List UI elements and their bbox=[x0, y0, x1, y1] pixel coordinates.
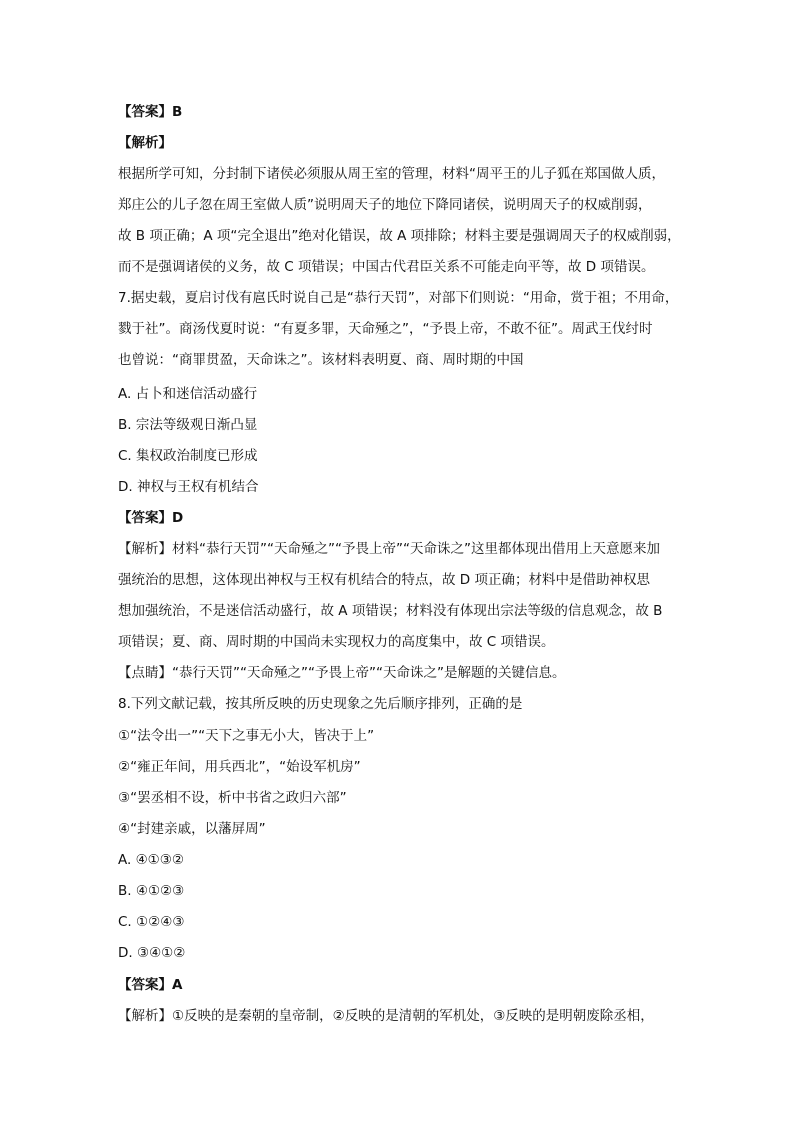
text-line: 而不是强调诸侯的义务，故 C 项错误；中国古代君臣关系不可能走向平等，故 D 项错误。 bbox=[118, 259, 655, 275]
statement-4: ④“封建亲戚，以藩屏周” bbox=[118, 821, 266, 837]
analysis-text: 强统治的思想，这体现出神权与王权有机结合的特点，故 D 项正确；材料中是借助神权思 bbox=[118, 572, 650, 588]
analysis-label: 【解析】 bbox=[118, 135, 172, 151]
answer-label: 【答案】B bbox=[118, 104, 183, 120]
question-7-stem: 也曾说：“商罪贯盈，天命诛之”。该材料表明夏、商、周时期的中国 bbox=[118, 352, 524, 368]
option-d: D. ③④①② bbox=[118, 945, 186, 961]
option-a: A. 占卜和迷信活动盛行 bbox=[118, 386, 258, 402]
analysis-text: 【解析】材料“恭行天罚”“天命殛之”“予畏上帝”“天命诛之”这里都体现出借用上天意愿来加 bbox=[118, 541, 660, 557]
statement-3: ③“罢丞相不设，析中书省之政归六部” bbox=[118, 790, 347, 806]
option-b: B. 宗法等级观日渐凸显 bbox=[118, 417, 258, 433]
option-c: C. ①②④③ bbox=[118, 914, 185, 930]
question-7-stem: 7.据史载，夏启讨伐有扈氏时说自己是“恭行天罚”，对部下们则说：“用命，赏于祖；不用命， bbox=[118, 290, 679, 306]
analysis-text: 【解析】①反映的是秦朝的皇帝制，②反映的是清朝的军机处，③反映的是明朝废除丞相， bbox=[118, 1008, 654, 1024]
option-c: C. 集权政治制度已形成 bbox=[118, 448, 258, 464]
question-8-stem: 8.下列文献记载，按其所反映的历史现象之先后顺序排列，正确的是 bbox=[118, 696, 523, 712]
key-point: 【点睛】“恭行天罚”“天命殛之”“予畏上帝”“天命诛之”是解题的关键信息。 bbox=[118, 665, 566, 681]
option-d: D. 神权与王权有机结合 bbox=[118, 479, 259, 495]
statement-1: ①“法令出一”“天下之事无小大，皆决于上” bbox=[118, 728, 375, 744]
question-7-stem: 戮于社”。商汤伐夏时说：“有夏多罪，天命殛之”，“予畏上帝，不敢不征”。周武王伐纣时 bbox=[118, 321, 653, 337]
option-a: A. ④①③② bbox=[118, 852, 184, 868]
text-line: 郑庄公的儿子忽在周王室做人质”说明周天子的地位下降同诸侯，说明周天子的权威削弱， bbox=[118, 197, 652, 213]
text-line: 根据所学可知，分封制下诸侯必须服从周王室的管理，材料“周平王的儿子狐在郑国做人质， bbox=[118, 166, 665, 182]
analysis-text: 项错误；夏、商、周时期的中国尚未实现权力的高度集中，故 C 项错误。 bbox=[118, 634, 555, 650]
option-b: B. ④①②③ bbox=[118, 883, 185, 899]
answer-label: 【答案】A bbox=[118, 977, 183, 993]
statement-2: ②“雍正年间，用兵西北”，“始设军机房” bbox=[118, 759, 361, 775]
answer-label: 【答案】D bbox=[118, 510, 184, 526]
text-line: 故 B 项正确；A 项“完全退出”绝对化错误，故 A 项排除；材料主要是强调周天子的权威削弱， bbox=[118, 228, 681, 244]
analysis-text: 想加强统治，不是迷信活动盛行，故 A 项错误；材料没有体现出宗法等级的信息观念，故 B bbox=[118, 603, 663, 619]
